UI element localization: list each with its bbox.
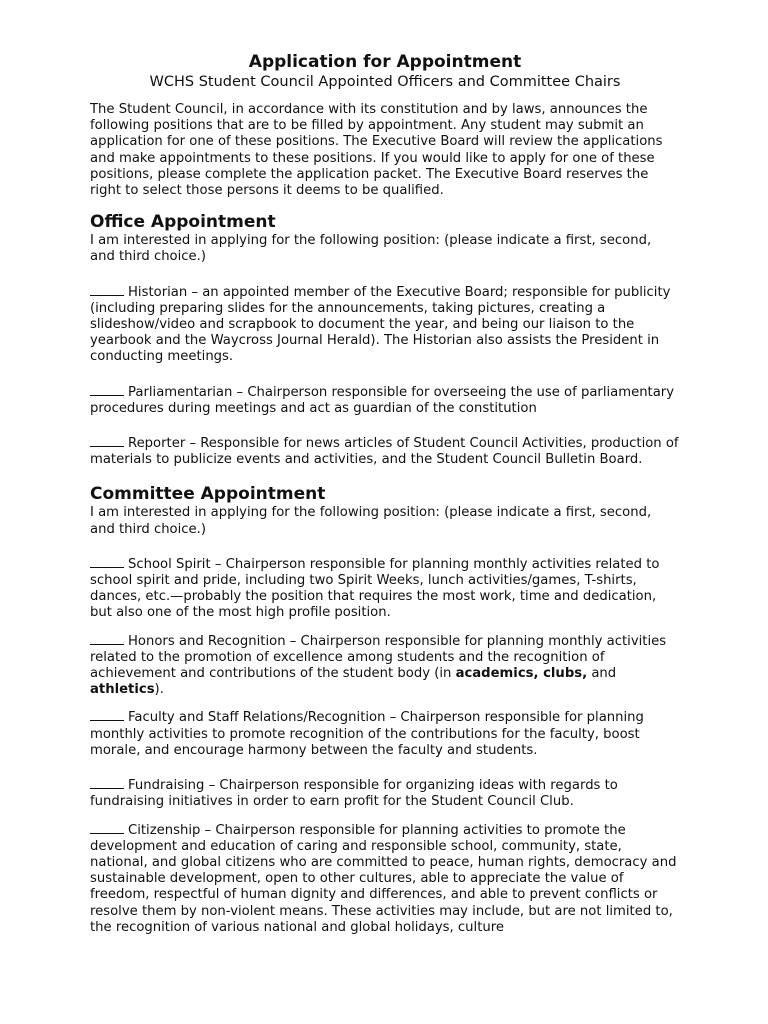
option-text: Citizenship – Chairperson responsible for planning activities to promote the development and education of caring and responsible school, community, state, national, and global citizens who are committed to peace, human rights, democracy and sustainable development, open to other cultures, able to appreciate the value of freedom, respectful of human dignity and differences, and able to prevent conflicts or resolve them by non-violent means. These activities may include, but are not limited to, the recognition of various national and global holidays, culture (90, 822, 677, 935)
choice-blank[interactable] (90, 632, 124, 645)
option-citizenship (90, 821, 680, 936)
option-text: Historian – an appointed member of the Executive Board; responsible for publicity (including preparing slides for the announcements, taking pictures, creating a slideshow/video and scrapbook to document the year, and being our liaison to the yearbook and the Waycross Journal Herald). The Historian also assists the President in conducting meetings. (90, 284, 671, 365)
option-text: and (587, 666, 617, 682)
option-text: Fundraising – Chairperson responsible for organizing ideas with regards to fundraising initiatives in order to earn profit for the Student Council Club. (90, 778, 618, 810)
option-text: School Spirit – Chairperson responsible for planning monthly activities related to school spirit and pride, including two Spirit Weeks, lunch activities/games, T-shirts, dances, etc.—probably the position that requires the most work, time and dedication, but also one of the most high profile position. (90, 556, 660, 621)
option-text: Faculty and Staff Relations/Recognition – Chairperson responsible for planning monthly activities to promote recognition of the contributions for the faculty, boost morale, and encourage harmony between the faculty and students. (90, 710, 644, 758)
choice-blank[interactable] (90, 776, 124, 789)
choice-blank[interactable] (90, 821, 124, 834)
committee-appointment-heading: Committee Appointment (90, 484, 326, 505)
choice-blank[interactable] (90, 708, 124, 721)
choice-blank[interactable] (90, 434, 124, 447)
option-text: Reporter – Responsible for news articles of Student Council Activities, production of materials to publicize events and activities, and the Student Council Bulletin Board. (90, 436, 679, 468)
choice-blank[interactable] (90, 383, 124, 396)
committee-instruction: I am interested in applying for the following position: (please indicate a first, second, and third choice.) (90, 505, 652, 537)
office-appointment-heading: Office Appointment (90, 212, 276, 233)
option-honors-recognition (90, 632, 680, 699)
application-document (90, 52, 680, 936)
intro-paragraph: The Student Council, in accordance with its constitution and by laws, announces the following positions that are to be filled by appointment. Any student may submit an application for one of these positions. The Executive Board will review the applications and make appointments to these positions. If you would like to apply for one of these positions, please complete the application packet. The Executive Board reserves the right to select those persons it deems to be qualified. (90, 102, 663, 199)
option-parliamentarian (90, 383, 680, 417)
option-text-bold: academics, clubs, (455, 666, 588, 682)
option-text: Parliamentarian – Chairperson responsible for overseeing the use of parliamentary procedures during meetings and act as guardian of the constitution (90, 384, 675, 416)
option-faculty-staff-relations (90, 708, 680, 759)
option-text: Honors and Recognition – Chairperson responsible for planning monthly activities related to the promotion of excellence among students and the recognition of achievement and contributions of the student body (in (90, 633, 667, 682)
option-historian (90, 283, 680, 366)
choice-blank[interactable] (90, 555, 124, 568)
option-text: ). (154, 682, 164, 698)
page-title: Application for Appointment (248, 52, 522, 72)
option-text-bold: athletics (90, 682, 155, 698)
option-fundraising (90, 776, 680, 810)
option-reporter (90, 434, 680, 468)
option-school-spirit (90, 555, 680, 622)
choice-blank[interactable] (90, 283, 124, 296)
page-subtitle: WCHS Student Council Appointed Officers and Committee Chairs (149, 74, 621, 90)
office-instruction: I am interested in applying for the following position: (please indicate a first, second, and third choice.) (90, 233, 652, 265)
